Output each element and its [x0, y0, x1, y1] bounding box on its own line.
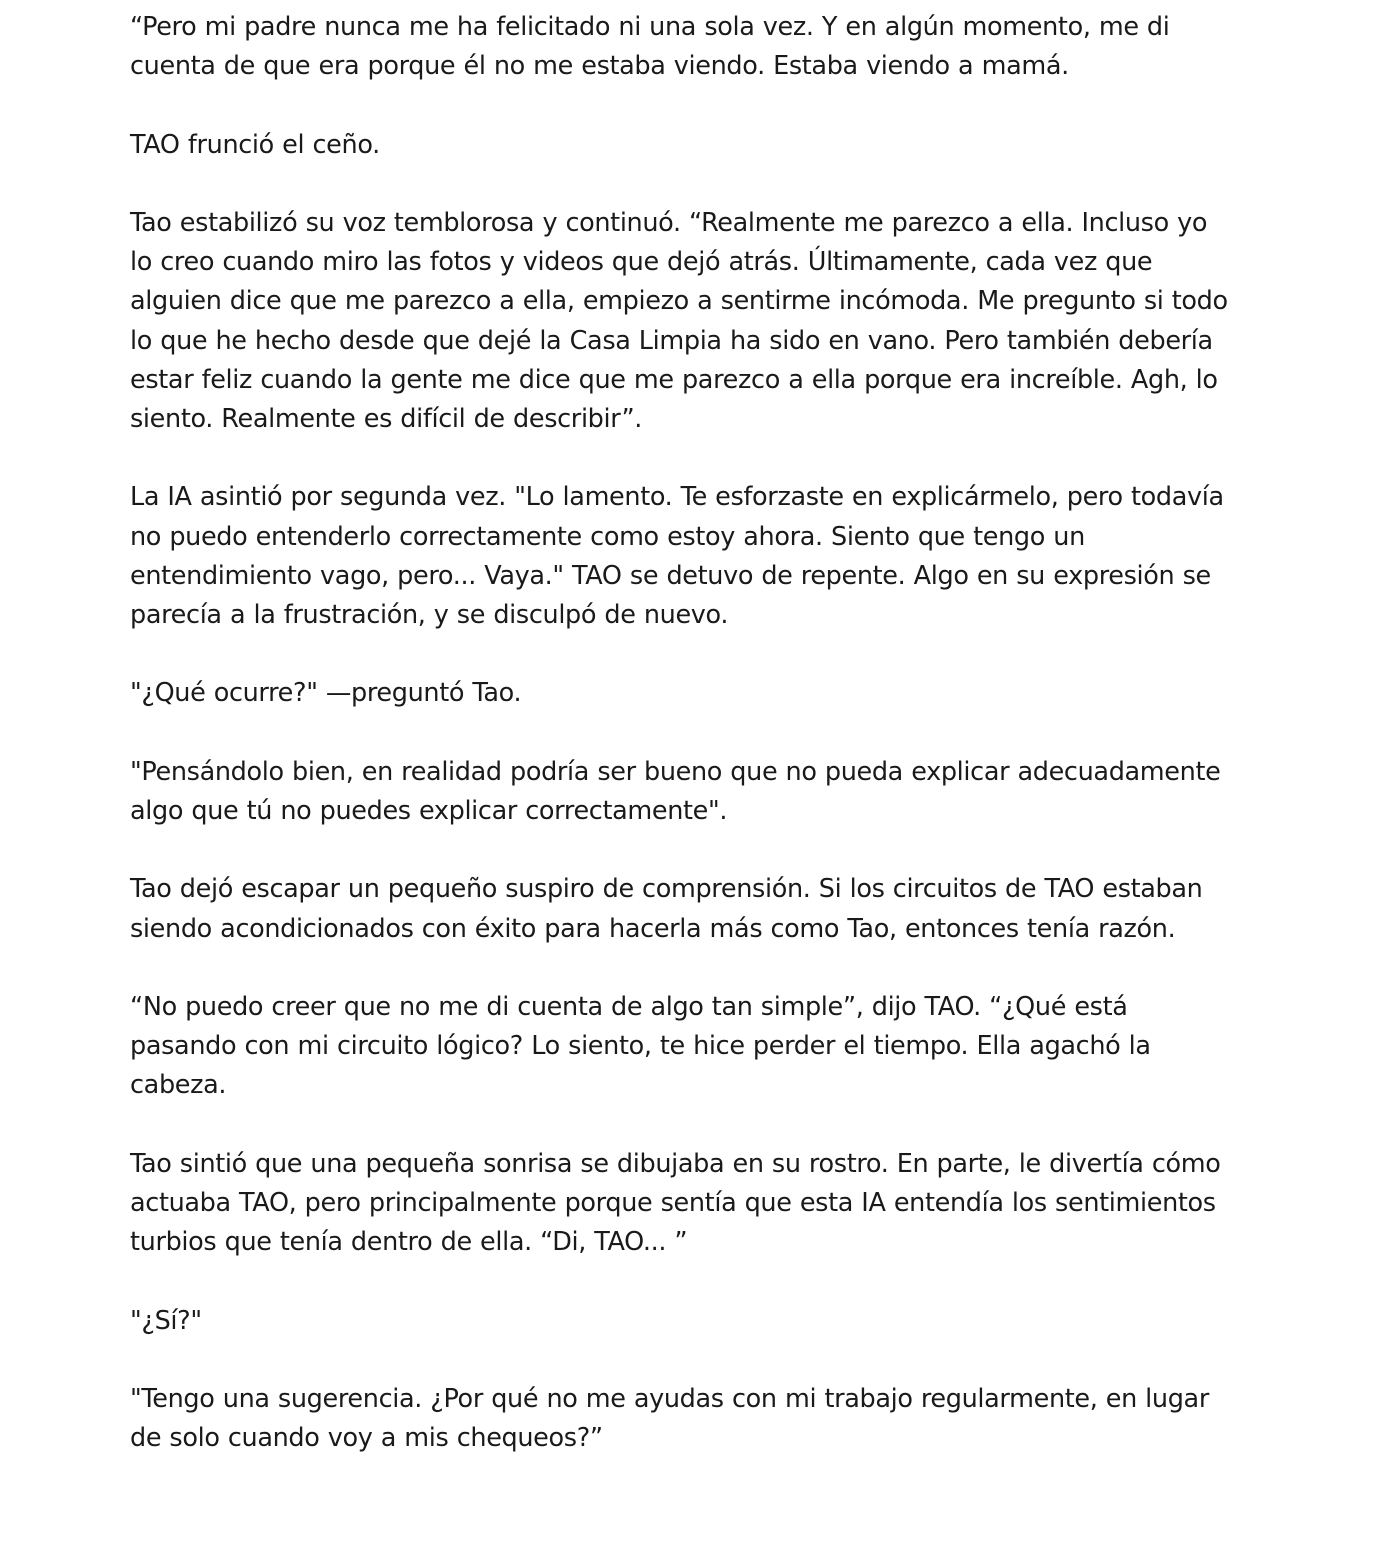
paragraph-6: [130, 753, 1280, 831]
text-line: lo creo cuando miro las fotos y videos que dejó atrás. Últimamente, cada vez que: [130, 247, 1153, 278]
text-line: algo que tú no puedes explicar correctamente".: [130, 795, 728, 826]
text-line: Tao sintió que una pequeña sonrisa se dibujaba en su rostro. En parte, le divertía cómo: [130, 1148, 1221, 1179]
text-line: "Tengo una sugerencia. ¿Por qué no me ayudas con mi trabajo regularmente, en lugar: [130, 1383, 1209, 1414]
text-line: "Pensándolo bien, en realidad podría ser bueno que no pueda explicar adecuadamente: [130, 756, 1221, 787]
paragraph-9: [130, 1145, 1280, 1263]
paragraph-10: [130, 1302, 1280, 1341]
document-page: [130, 8, 1280, 1498]
paragraph-7: [130, 870, 1280, 948]
text-line: "¿Sí?": [130, 1305, 202, 1336]
text-line: cabeza.: [130, 1070, 227, 1101]
paragraph-1: [130, 8, 1280, 86]
paragraph-3: [130, 204, 1280, 439]
text-line: entendimiento vago, pero... Vaya." TAO se detuvo de repente. Algo en su expresión se: [130, 560, 1211, 591]
paragraph-4: [130, 478, 1280, 635]
text-line: estar feliz cuando la gente me dice que me parezco a ella porque era increíble. Agh, lo: [130, 364, 1218, 395]
text-line: pasando con mi circuito lógico? Lo siento, te hice perder el tiempo. Ella agachó la: [130, 1031, 1151, 1062]
text-line: “No puedo creer que no me di cuenta de algo tan simple”, dijo TAO. “¿Qué está: [130, 991, 1128, 1022]
paragraph-2: [130, 126, 1280, 165]
paragraph-11: [130, 1380, 1280, 1458]
text-line: TAO frunció el ceño.: [130, 129, 380, 160]
text-line: actuaba TAO, pero principalmente porque sentía que esta IA entendía los sentimientos: [130, 1187, 1216, 1218]
text-line: siendo acondicionados con éxito para hacerla más como Tao, entonces tenía razón.: [130, 913, 1176, 944]
text-line: lo que he hecho desde que dejé la Casa Limpia ha sido en vano. Pero también debería: [130, 325, 1213, 356]
text-line: siento. Realmente es difícil de describir”.: [130, 404, 643, 434]
text-line: alguien dice que me parezco a ella, empiezo a sentirme incómoda. Me pregunto si todo: [130, 286, 1228, 317]
text-line: "¿Qué ocurre?" —preguntó Tao.: [130, 678, 522, 709]
text-line: La IA asintió por segunda vez. "Lo lamento. Te esforzaste en explicármelo, pero todavía: [130, 482, 1224, 513]
paragraph-8: [130, 988, 1280, 1106]
text-line: turbios que tenía dentro de ella. “Di, TAO... ”: [130, 1227, 688, 1258]
text-line: de solo cuando voy a mis chequeos?”: [130, 1423, 603, 1454]
text-line: Tao dejó escapar un pequeño suspiro de comprensión. Si los circuitos de TAO estaban: [130, 874, 1203, 905]
text-line: Tao estabilizó su voz temblorosa y continuó. “Realmente me parezco a ella. Incluso yo: [130, 207, 1208, 238]
text-line: parecía a la frustración, y se disculpó de nuevo.: [130, 600, 729, 630]
text-line: cuenta de que era porque él no me estaba viendo. Estaba viendo a mamá.: [130, 51, 1069, 82]
paragraph-5: [130, 674, 1280, 713]
text-line: no puedo entenderlo correctamente como estoy ahora. Siento que tengo un: [130, 521, 1085, 552]
text-line: “Pero mi padre nunca me ha felicitado ni una sola vez. Y en algún momento, me di: [130, 12, 1170, 42]
